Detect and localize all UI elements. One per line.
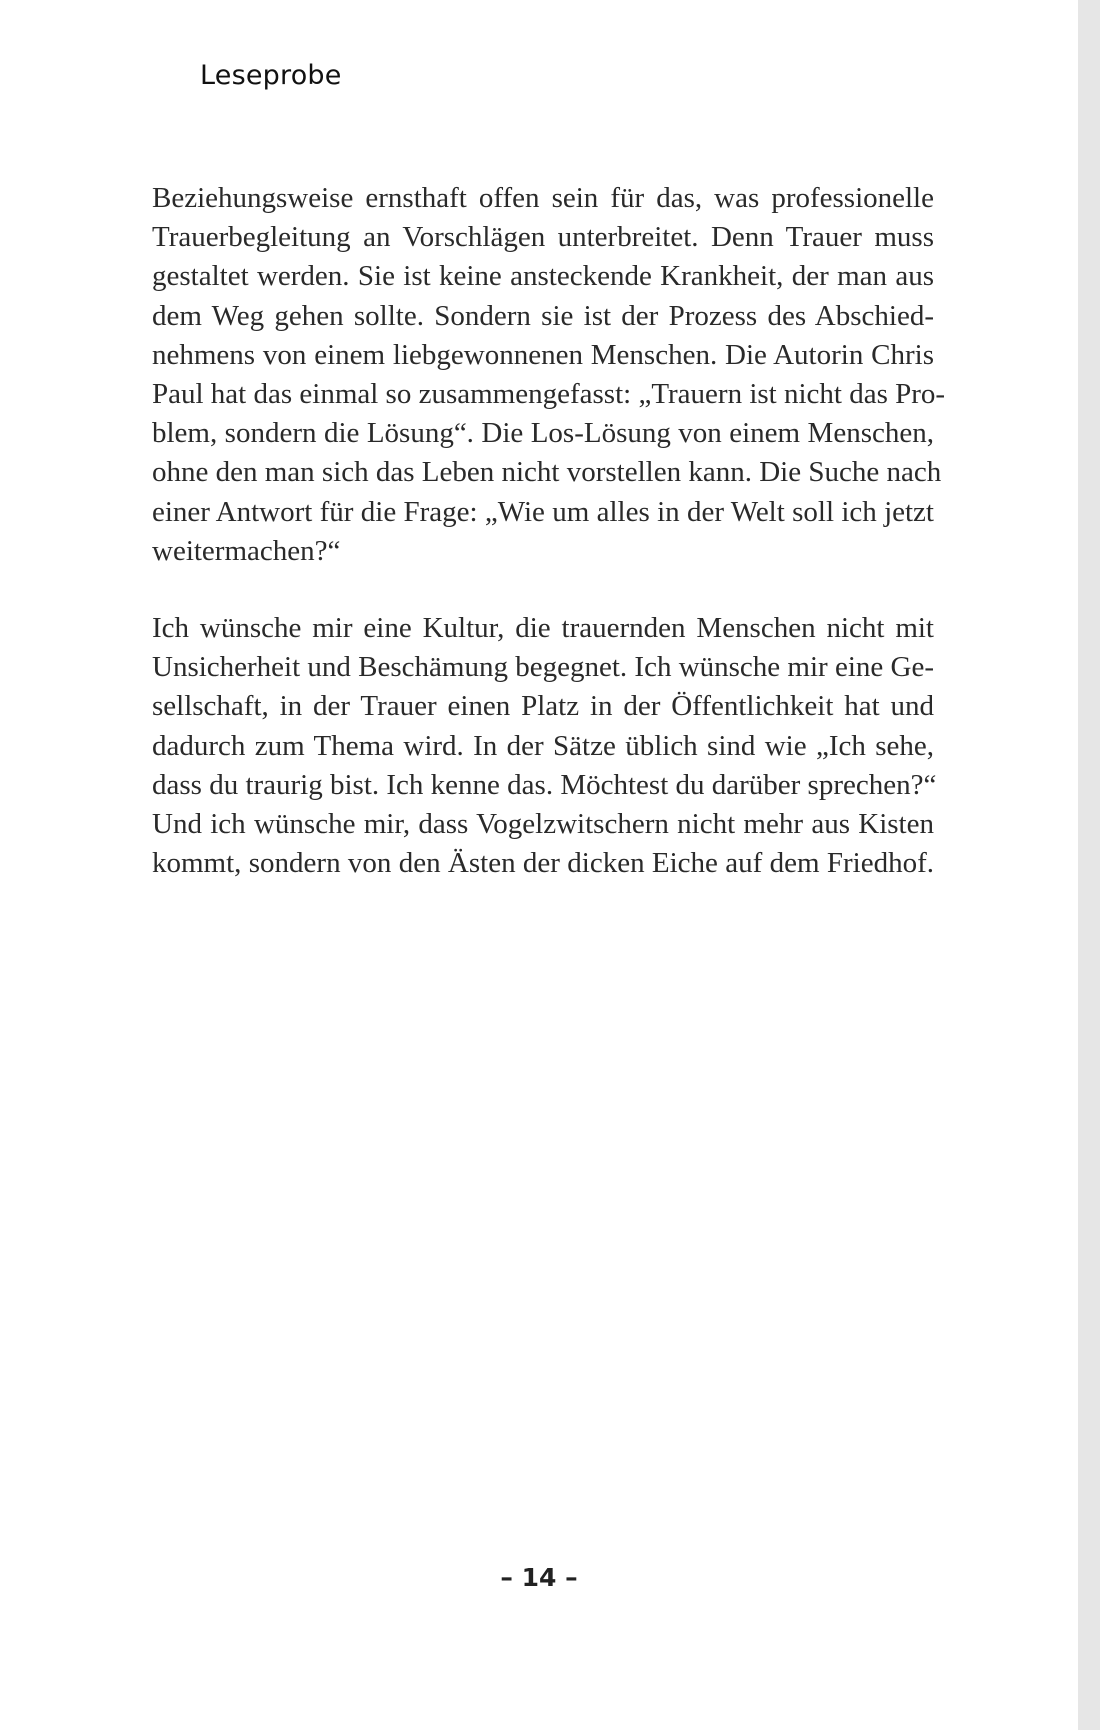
- paragraph-2: [152, 609, 937, 883]
- text-line: einer Antwort für die Frage: „Wie um alles in der Welt soll ich jetzt: [152, 495, 934, 528]
- text-line: Unsicherheit und Beschämung begegnet. Ich wünsche mir eine Ge-: [152, 651, 934, 684]
- paragraph-1: [152, 179, 946, 571]
- text-line: sellschaft, in der Trauer einen Platz in der Öffentlichkeit hat und: [152, 690, 934, 723]
- page-edge-strip: [1078, 0, 1100, 1730]
- text-line: gestaltet werden. Sie ist keine ansteckende Krankheit, der man aus: [152, 260, 934, 293]
- text-line: dem Weg gehen sollte. Sondern sie ist der Prozess des Abschied-: [152, 299, 934, 332]
- text-line: dass du traurig bist. Ich kenne das. Möchtest du darüber sprechen?“: [152, 768, 937, 801]
- text-line: Ich wünsche mir eine Kultur, die trauernden Menschen nicht mit: [152, 612, 934, 644]
- text-line: kommt, sondern von den Ästen der dicken Eiche auf dem Friedhof.: [152, 847, 934, 880]
- header-label: Leseprobe: [200, 60, 342, 91]
- page-number: – 14 –: [500, 1563, 578, 1592]
- text-line: Trauerbegleitung an Vorschlägen unterbreitet. Denn Trauer muss: [152, 221, 934, 254]
- text-line: blem, sondern die Lösung“. Die Los-Lösung von einem Menschen,: [152, 417, 934, 450]
- text-line: nehmens von einem liebgewonnenen Menschen. Die Autorin Chris: [152, 338, 934, 371]
- text-line: Und ich wünsche mir, dass Vogelzwitschern nicht mehr aus Kisten: [152, 807, 934, 840]
- text-line: ohne den man sich das Leben nicht vorstellen kann. Die Suche nach: [152, 456, 942, 489]
- text-line: dadurch zum Thema wird. In der Sätze üblich sind wie „Ich sehe,: [152, 729, 934, 762]
- text-line: Paul hat das einmal so zusammengefasst: „Trauern ist nicht das Pro-: [152, 377, 946, 410]
- text-line: Beziehungsweise ernsthaft offen sein für das, was professionelle: [152, 182, 934, 214]
- text-line: weitermachen?“: [152, 534, 341, 567]
